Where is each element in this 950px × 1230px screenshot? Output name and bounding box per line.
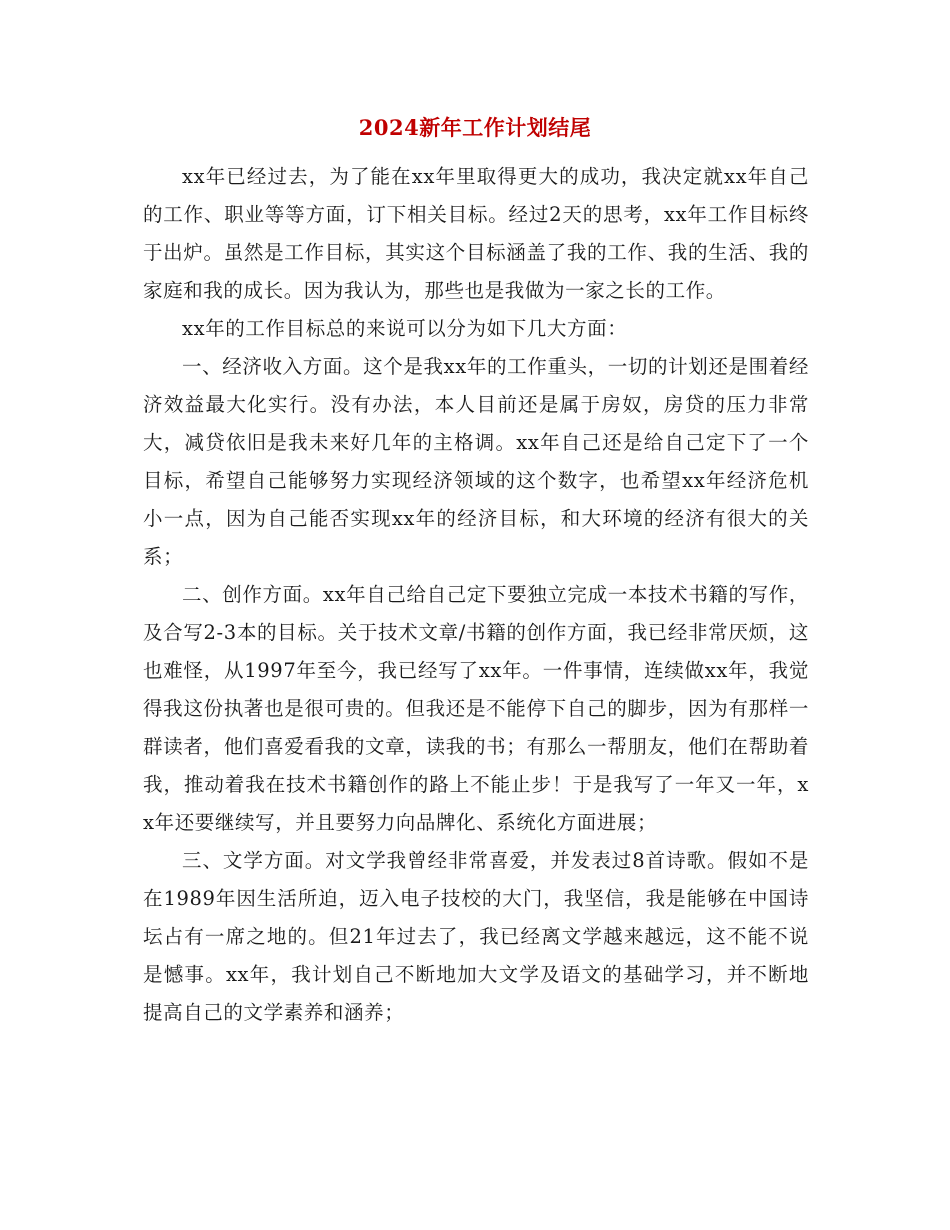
paragraph-economy: 一、经济收入方面。这个是我xx年的工作重头，一切的计划还是围着经济效益最大化实行。没有办法，本人目前还是属于房奴，房贷的压力非常大，减贷依旧是我未来好几年的主格调。xx年自己还是给自己定下了一个目标，希望自己能够努力实现经济领域的这个数字，也希望xx年经济危机小一点，因为自己能否实现xx年的经济目标，和大环境的经济有很大的关系； — [143, 355, 809, 568]
document-body — [143, 158, 809, 1032]
paragraph-overview: xx年的工作目标总的来说可以分为如下几大方面： — [182, 317, 628, 340]
paragraph-intro: xx年已经过去，为了能在xx年里取得更大的成功，我决定就xx年自己的工作、职业等等方面，订下相关目标。经过2天的思考，xx年工作目标终于出炉。虽然是工作目标，其实这个目标涵盖了我的工作、我的生活、我的家庭和我的成长。因为我认为，那些也是我做为一家之长的工作。 — [143, 165, 809, 302]
paragraph-literature: 三、文学方面。对文学我曾经非常喜爱，并发表过8首诗歌。假如不是在1989年因生活所迫，迈入电子技校的大门，我坚信，我是能够在中国诗坛占有一席之地的。但21年过去了，我已经离文学越来越远，这不能不说是憾事。xx年，我计划自己不断地加大文学及语文的基础学习，并不断地提高自己的文学素养和涵养； — [143, 849, 809, 1024]
document-title: 2024新年工作计划结尾 — [358, 115, 592, 140]
paragraph-creation: 二、创作方面。xx年自己给自己定下要独立完成一本技术书籍的写作，及合写2-3本的目标。关于技术文章/书籍的创作方面，我已经非常厌烦，这也难怪，从1997年至今，我已经写了xx年。一件事情，连续做xx年，我觉得我这份执著也是很可贵的。但我还是不能停下自己的脚步，因为有那样一群读者，他们喜爱看我的文章，读我的书；有那么一帮朋友，他们在帮助着我，推动着我在技术书籍创作的路上不能止步！于是我写了一年又一年，xx年还要继续写，并且要努力向品牌化、系统化方面进展； — [143, 583, 809, 834]
